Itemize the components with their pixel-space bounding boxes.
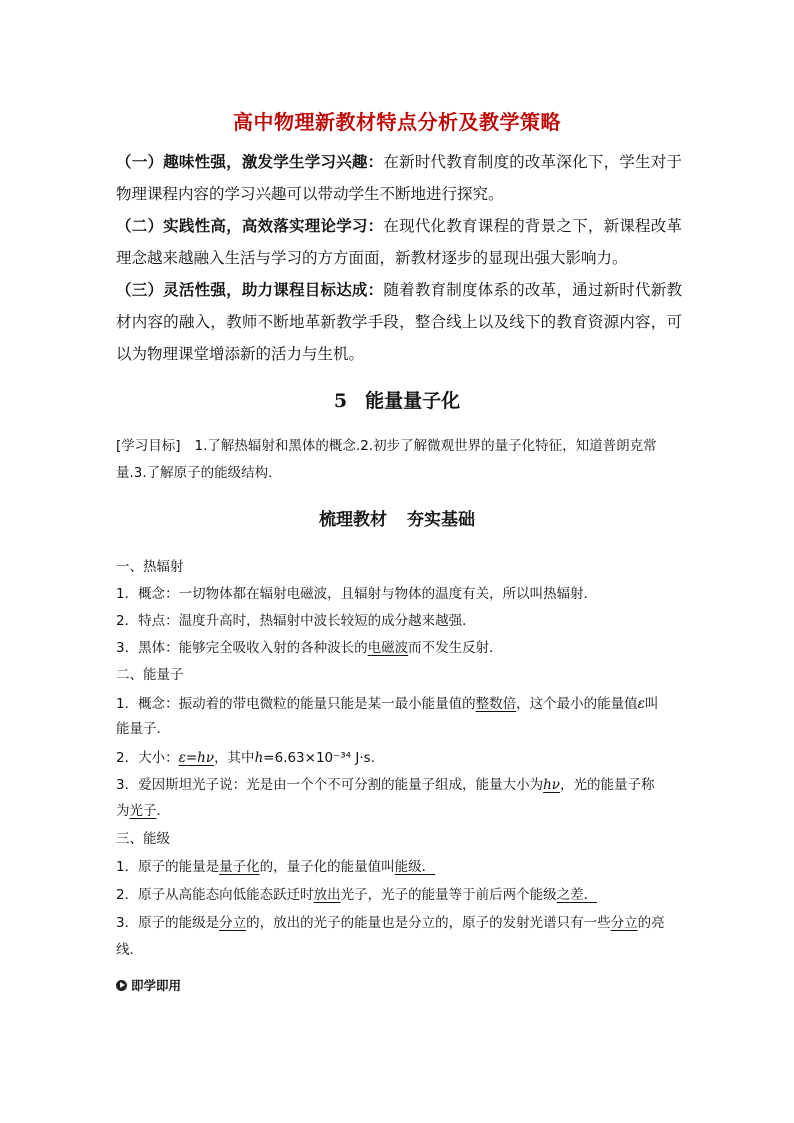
text: 光子，光子的能量等于前后两个能级	[340, 887, 557, 903]
part3-line3-cont: 线．	[116, 942, 143, 958]
section-title	[0, 505, 794, 530]
answer-underlined: 分立	[610, 915, 638, 931]
part2-heading: 二、能量子	[116, 667, 184, 683]
text: 而不发生反射．	[408, 640, 503, 656]
text: 1．原子的能量是	[116, 859, 220, 875]
text: 2．大小：	[116, 750, 179, 766]
practice-label: 即学即用	[131, 978, 182, 993]
part1-line2: 2．特点：温度升高时，热辐射中波长较短的成分越来越强．	[116, 613, 476, 629]
lesson-title	[0, 386, 794, 413]
part3-line3	[116, 911, 682, 936]
answer-underlined: hν	[543, 777, 560, 793]
intro-paragraph-1	[116, 146, 682, 210]
text: 1．概念：振动着的带电微粒的能量只能是某一最小能量值的	[116, 696, 476, 712]
part3-line1	[116, 855, 682, 880]
text: 的亮	[637, 915, 665, 931]
section-title-b: 夯实基础	[407, 510, 475, 530]
text: 为	[116, 803, 130, 819]
part3-line2	[116, 883, 682, 908]
text: =6.63×10⁻³⁴ J·s.	[263, 750, 375, 766]
part2-line3-cont	[116, 799, 682, 824]
text: ．	[156, 803, 170, 819]
intro-lead-3: （三）灵活性强，助力课程目标达成：	[116, 281, 384, 299]
answer-underlined: 能级．	[394, 859, 436, 875]
part2-line1	[116, 692, 682, 717]
answer-underlined: 分立	[219, 915, 247, 931]
symbol: h	[254, 750, 264, 766]
part2-line3	[116, 773, 682, 798]
document-title: 高中物理新教材特点分析及教学策略	[233, 110, 561, 134]
intro-lead-2: （二）实践性高，高效落实理论学习：	[116, 217, 384, 235]
answer-underlined: 量子化	[219, 859, 260, 875]
objectives-tag: [学习目标]	[116, 438, 181, 454]
intro-lead-1: （一）趣味性强，激发学生学习兴趣：	[116, 153, 384, 171]
lesson-name: 能量量子化	[365, 390, 461, 412]
answer-underlined: 光子	[129, 803, 157, 819]
learning-objectives	[116, 433, 682, 487]
intro-text-1: 在新时代教育制度的改革深化下，学生对于物理课程内容的学习兴趣可以带动学生不断地进行探究。	[116, 153, 682, 203]
text: 3．爱因斯坦光子说：光是由一个个不可分割的能量子组成，能量大小为	[116, 777, 544, 793]
intro-paragraph-2	[116, 210, 682, 274]
intro-text-2: 在现代化教育课程的背景之下，新课程改革理念越来越融入生活与学习的方方面面，新教材逐步的显现出强大影响力。	[116, 217, 682, 267]
part3-heading: 三、能级	[116, 831, 170, 847]
answer-underlined: 整数倍	[475, 696, 517, 712]
practice-tag	[116, 976, 794, 994]
answer-underlined: 放出	[313, 887, 341, 903]
text: 的，放出的光子的能量也是分立的，原子的发射光谱只有一些	[246, 915, 611, 931]
text: 3．原子的能级是	[116, 915, 220, 931]
part1-heading: 一、热辐射	[116, 559, 184, 575]
text: 2．原子从高能态向低能态跃迁时	[116, 887, 314, 903]
answer-underlined: 电磁波	[367, 640, 409, 656]
lesson-number: 5	[333, 390, 348, 412]
part1-line3	[116, 636, 682, 661]
objectives-text: 1.了解热辐射和黑体的概念.2.初步了解微观世界的量子化特征，知道普朗克常量.3.了解原子的能级结构.	[116, 438, 657, 481]
part2-line1-cont: 能量子．	[116, 721, 170, 737]
text: 叫	[644, 696, 659, 712]
answer-underlined: ε=hν	[178, 750, 215, 766]
intro-text-3: 随着教育制度体系的改革，通过新时代新教材内容的融入，教师不断地革新教学手段，整合线上以及线下的教育资源内容，可以为物理课堂增添新的活力与生机。	[116, 281, 682, 363]
answer-underlined: 之差．	[556, 887, 598, 903]
text: 的，量子化的能量值叫	[259, 859, 395, 875]
text: 3．黑体：能够完全吸收入射的各种波长的	[116, 640, 368, 656]
intro-paragraph-3	[116, 274, 682, 370]
text: ，光的能量子称	[560, 777, 655, 793]
play-circle-icon	[116, 980, 127, 991]
text: ，其中	[214, 750, 255, 766]
part2-line2	[116, 746, 682, 771]
symbol: ε	[637, 696, 645, 712]
part1-line1: 1．概念：一切物体都在辐射电磁波，且辐射与物体的温度有关，所以叫热辐射．	[116, 586, 598, 602]
text: ，这个最小的能量值	[516, 696, 638, 712]
section-title-a: 梳理教材	[319, 510, 387, 530]
